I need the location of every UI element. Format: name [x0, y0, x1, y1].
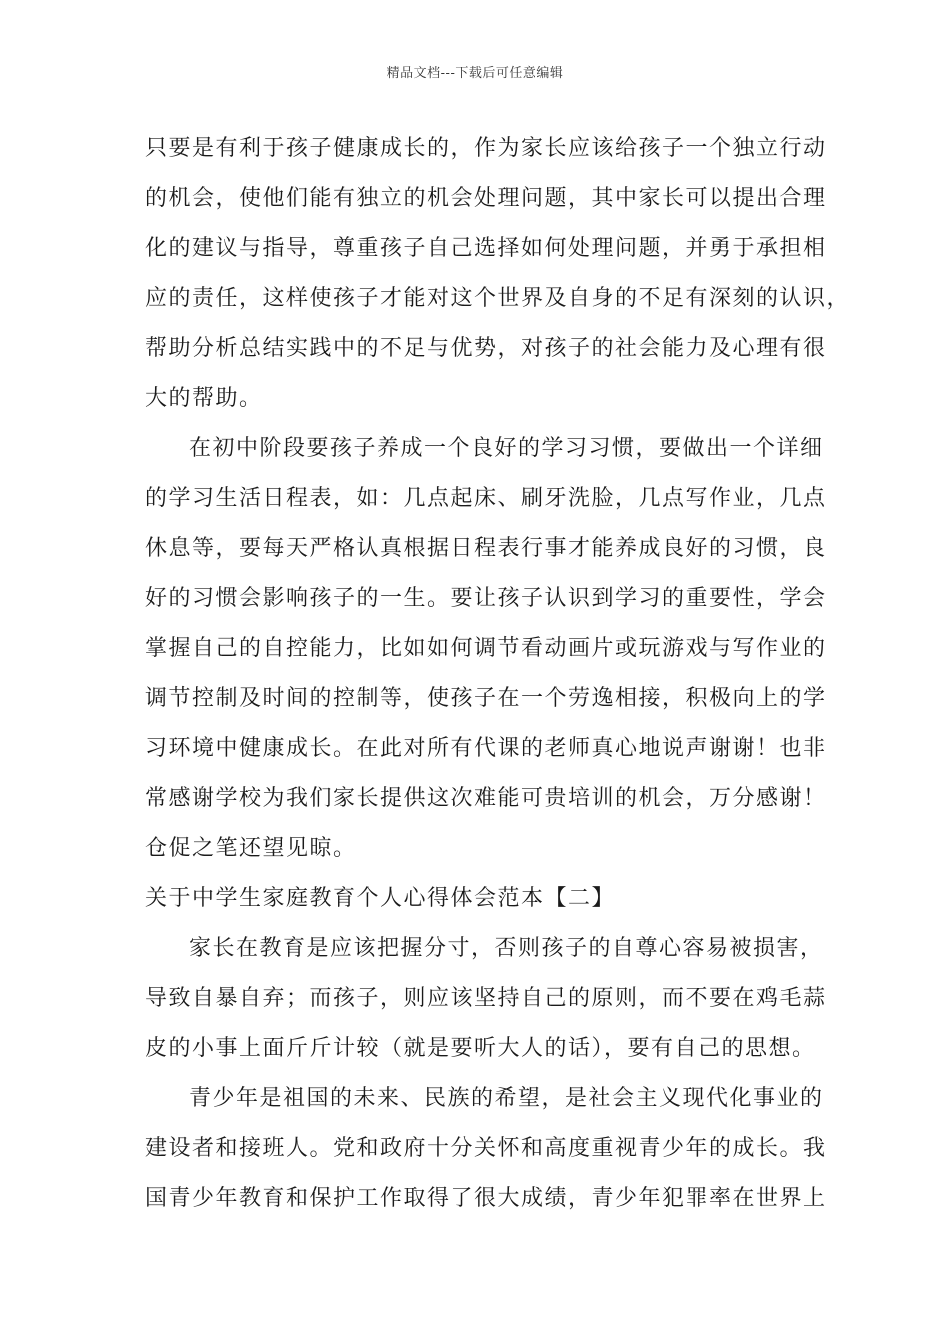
text-line: 帮助分析总结实践中的不足与优势，对孩子的社会能力及心理有很 — [145, 336, 827, 361]
text-line: 青少年是祖国的未来、民族的希望，是社会主义现代化事业的 — [189, 1086, 824, 1111]
text-line: 好的习惯会影响孩子的一生。要让孩子认识到学习的重要性，学会 — [145, 586, 827, 611]
text-line: 皮的小事上面斤斤计较（就是要听大人的话），要有自己的思想。 — [145, 1036, 816, 1061]
text-line: 调节控制及时间的控制等，使孩子在一个劳逸相接，积极向上的学 — [145, 686, 827, 711]
page-header: 精品文档---下载后可任意编辑 — [386, 66, 564, 81]
text-line: 仓促之笔还望见晾。 — [145, 836, 357, 861]
text-line: 的机会，使他们能有独立的机会处理问题，其中家长可以提出合理 — [145, 186, 827, 211]
document-body — [145, 124, 851, 1224]
text-line: 只要是有利于孩子健康成长的，作为家长应该给孩子一个独立行动 — [145, 136, 827, 161]
text-line: 在初中阶段要孩子养成一个良好的学习习惯，要做出一个详细 — [189, 436, 824, 461]
text-line: 国青少年教育和保护工作取得了很大成绩，青少年犯罪率在世界上 — [145, 1186, 827, 1211]
text-line: 建设者和接班人。党和政府十分关怀和高度重视青少年的成长。我 — [145, 1136, 827, 1161]
text-line: 习环境中健康成长。在此对所有代课的老师真心地说声谢谢！也非 — [145, 736, 827, 761]
text-line: 的学习生活日程表，如：几点起床、刷牙洗脸，几点写作业，几点 — [145, 486, 827, 511]
text-line: 应的责任，这样使孩子才能对这个世界及自身的不足有深刻的认识， — [145, 286, 851, 311]
text-line: 掌握自己的自控能力，比如如何调节看动画片或玩游戏与写作业的 — [145, 636, 827, 661]
text-line: 休息等，要每天严格认真根据日程表行事才能养成良好的习惯，良 — [145, 536, 827, 561]
text-line: 大的帮助。 — [145, 386, 263, 411]
section-heading: 关于中学生家庭教育个人心得体会范本【二】 — [145, 886, 616, 911]
text-line: 家长在教育是应该把握分寸，否则孩子的自尊心容易被损害， — [189, 936, 824, 961]
text-line: 常感谢学校为我们家长提供这次难能可贵培训的机会，万分感谢！ — [145, 786, 827, 811]
text-line: 导致自暴自弃；而孩子，则应该坚持自己的原则，而不要在鸡毛蒜 — [145, 986, 827, 1011]
text-line: 化的建议与指导，尊重孩子自己选择如何处理问题，并勇于承担相 — [145, 236, 827, 261]
